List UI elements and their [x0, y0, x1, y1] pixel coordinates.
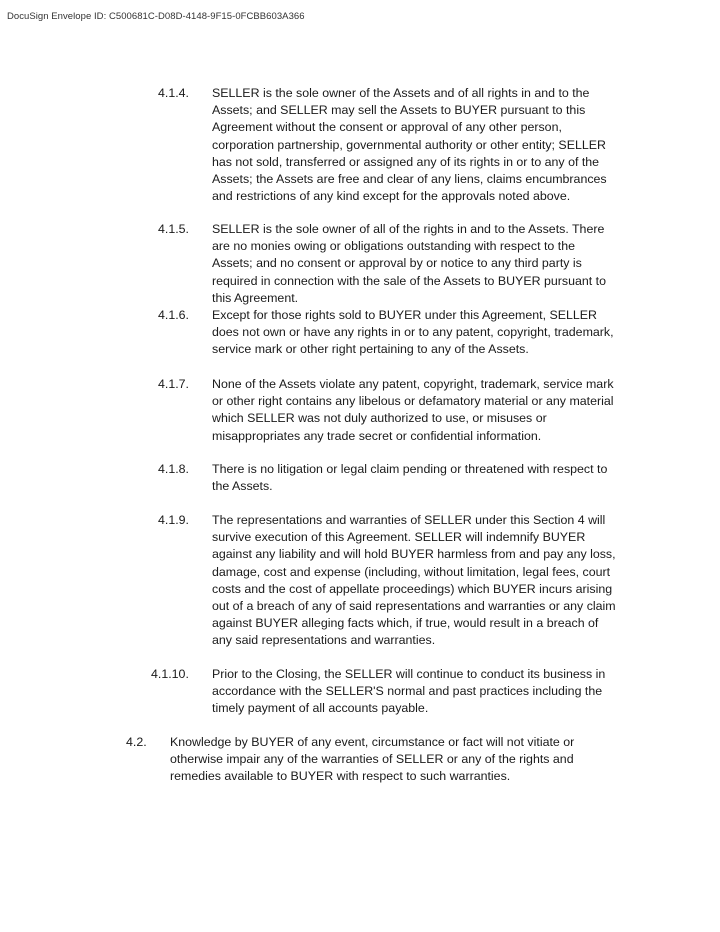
clause-line: Knowledge by BUYER of any event, circumstance or fact will not vitiate or — [170, 735, 575, 749]
clause-line: accordance with the SELLER'S normal and past practices including the — [212, 684, 603, 699]
clause-line: misappropriates any trade secret or confidential information. — [212, 428, 542, 443]
clause-line: remedies available to BUYER with respect to such warranties. — [170, 769, 511, 784]
clause-number: 4.1.9. — [158, 513, 190, 527]
clause-line: SELLER is the sole owner of the Assets and of all rights in and to the — [212, 86, 590, 100]
clause-line: and restrictions of any kind except for the approvals noted above. — [212, 189, 571, 204]
clause-number: 4.1.5. — [158, 222, 190, 236]
clause-line: any said representations and warranties. — [212, 633, 436, 648]
clause-line: The representations and warranties of SELLER under this Section 4 will — [212, 513, 606, 527]
clause-line: There is no litigation or legal claim pending or threatened with respect to — [212, 462, 608, 476]
clause-number: 4.1.10. — [151, 667, 189, 681]
clause-line: Agreement without the consent or approval of any other person, — [212, 120, 562, 135]
clause-line: Assets; and no consent or approval by or notice to any third party is — [212, 256, 582, 271]
clause-line: timely payment of all accounts payable. — [212, 701, 429, 716]
clause-line: None of the Assets violate any patent, copyright, trademark, service mark — [212, 377, 614, 391]
clause-line: Assets; the Assets are free and clear of any liens, claims encumbrances — [212, 172, 607, 187]
clause-text — [212, 85, 642, 205]
clause-number: 4.1.7. — [158, 377, 190, 391]
clause-number: 4.2. — [126, 735, 147, 749]
clause-line: damage, cost and expense (including, without limitation, legal fees, court — [212, 564, 611, 579]
clause-line: the Assets. — [212, 479, 273, 494]
clause-number: 4.1.8. — [158, 462, 190, 476]
clause-number: 4.1.6. — [158, 308, 190, 322]
clause-text — [212, 512, 642, 650]
clause-line: against any liability and will hold BUYER harmless from and pay any loss, — [212, 547, 616, 562]
clause-text — [212, 376, 642, 445]
clause-line: or other right contains any libelous or defamatory material or any material — [212, 394, 614, 409]
clause-text — [170, 734, 600, 786]
clause-line: Except for those rights sold to BUYER under this Agreement, SELLER — [212, 308, 597, 322]
clause-text — [212, 221, 642, 307]
clause-line: required in connection with the sale of the Assets to BUYER pursuant to — [212, 273, 606, 288]
clause-line: out of a breach of any of said representations and warranties or any claim — [212, 599, 616, 614]
clause-line: corporation partnership, governmental authority or other entity; SELLER — [212, 137, 606, 152]
docusign-envelope-id: DocuSign Envelope ID: C500681C-D08D-4148-9F15-0FCBB603A366 — [7, 11, 305, 22]
clause-line: otherwise impair any of the warranties of SELLER or any of the rights and — [170, 752, 574, 767]
clause-line: which SELLER was not duly authorized to use, or misuses or — [212, 411, 547, 426]
clause-line: Prior to the Closing, the SELLER will continue to conduct its business in — [212, 667, 606, 681]
clause-text — [212, 307, 642, 359]
clause-text — [212, 461, 642, 495]
clause-line: SELLER is the sole owner of all of the rights in and to the Assets. There — [212, 222, 605, 236]
clause-number: 4.1.4. — [158, 86, 190, 100]
clause-line: service mark or other right pertaining to any of the Assets. — [212, 342, 529, 357]
clause-line: has not sold, transferred or assigned any of its rights in or to any of the — [212, 154, 600, 169]
clause-line: survive execution of this Agreement. SELLER will indemnify BUYER — [212, 530, 586, 545]
clause-text — [212, 666, 642, 718]
clause-line: against BUYER alleging facts which, if true, would result in a breach of — [212, 616, 599, 631]
clause-line: this Agreement. — [212, 290, 299, 305]
clause-line: does not own or have any rights in or to any patent, copyright, trademark, — [212, 325, 614, 340]
clause-line: are no monies owing or obligations outstanding with respect to the — [212, 239, 575, 254]
clause-line: costs and the cost of appellate proceedings) which BUYER incurs arising — [212, 581, 613, 596]
clause-line: Assets; and SELLER may sell the Assets to BUYER pursuant to this — [212, 103, 586, 118]
